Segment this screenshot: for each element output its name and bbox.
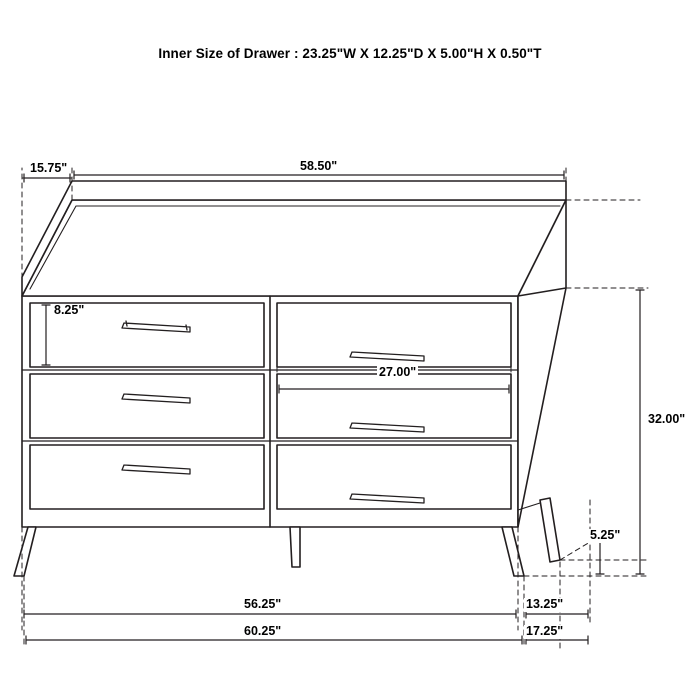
dim-overall-width: 60.25" [244,624,282,638]
dim-leg-height: 5.25" [590,528,621,542]
leg-rear-right [540,498,560,562]
leg-center-back [290,527,300,567]
dim-drawer-height: 8.25" [54,303,85,317]
dim-base-width: 56.25" [244,597,282,611]
page-title: Inner Size of Drawer : 23.25"W X 12.25"D X 5.00"H X 0.50"T [158,46,542,61]
dim-depth-top-left: 15.75" [30,161,68,175]
dim-top-width: 58.50" [300,159,338,173]
drawer-right-bottom [277,445,511,509]
dim-overall-depth: 17.25" [526,624,564,638]
drawer-handles [122,321,424,503]
dim-drawer-width: 27.00" [379,365,417,379]
drawer-right-top [277,303,511,367]
drawer-left-bottom [30,445,264,509]
leg-front-right [502,527,524,576]
leg-front-left [14,527,36,576]
dim-total-height: 32.00" [648,412,686,426]
dim-base-depth: 13.25" [526,597,564,611]
drawer-left-middle [30,374,264,438]
dresser-top-surface [22,200,566,296]
drawer-right-middle [277,374,511,438]
